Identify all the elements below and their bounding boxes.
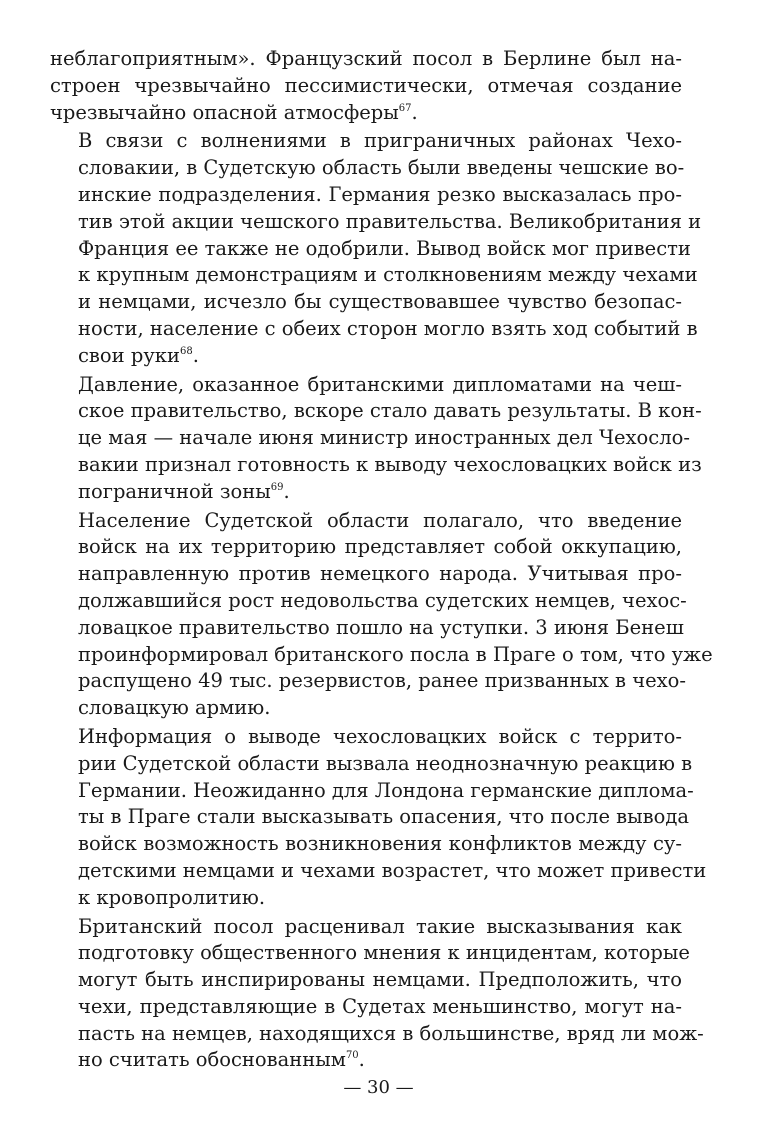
line-text: Население Судетской области полагало, что введение [78, 508, 682, 532]
line-text: Франция ее также не одобрили. Вывод войск мог привести [78, 236, 691, 260]
line-text: Информация о выводе чехословацких войск с террито- [78, 724, 682, 748]
line-text: ты в Праге стали высказывать опасения, что после вывода [78, 805, 690, 829]
text-line [50, 425, 690, 452]
text-line [50, 73, 682, 100]
text-line [50, 209, 702, 236]
line-text: должавшийся рост недовольства судетских немцев, чехос- [78, 588, 687, 612]
page-number: — 30 — [343, 1077, 414, 1098]
line-text: чехи, представляющие в Судетах меньшинство, могут на- [78, 994, 682, 1018]
line-text: тив этой акции чешского правительства. Великобритания и [78, 209, 702, 233]
book-page-text [50, 46, 713, 1076]
line-punctuation: . [358, 1048, 365, 1072]
paragraph [50, 372, 702, 506]
line-text: вакии признал готовность к выводу чехословацких войск из [78, 452, 702, 476]
line-text: ности, население с обеих сторон могло взять ход событий в [78, 316, 698, 340]
text-line [50, 372, 682, 399]
text-line [50, 289, 682, 316]
text-line [50, 128, 682, 155]
line-text: к крупным демонстрациям и столкновениям между чехами [78, 263, 698, 287]
text-line [50, 967, 682, 994]
text-line [50, 343, 682, 370]
line-text: к кровопролитию. [78, 885, 266, 909]
line-text: детскими немцами и чехами возрастет, что может привести [78, 858, 707, 882]
text-line [50, 479, 682, 506]
text-line [50, 668, 686, 695]
text-line [50, 858, 707, 885]
line-text: пасть на немцев, находящихся в большинстве, вряд ли мож- [78, 1021, 704, 1045]
text-line [50, 778, 694, 805]
line-text: рии Судетской области вызвала неоднозначную реакцию в [78, 751, 693, 775]
paragraph [50, 724, 707, 912]
line-text: войск на их территорию представляет собой оккупацию, [78, 535, 682, 559]
text-line [50, 751, 693, 778]
footnote-ref: 67 [398, 102, 412, 114]
footnote-ref: 68 [179, 345, 193, 357]
text-line [50, 100, 682, 127]
paragraph [50, 46, 682, 126]
line-text: чрезвычайно опасной атмосферы [50, 100, 399, 124]
text-line [50, 508, 682, 535]
text-line [50, 994, 682, 1021]
paragraph [50, 914, 704, 1075]
paragraph [50, 508, 713, 722]
text-line [50, 831, 682, 858]
text-line [50, 615, 682, 642]
line-text: подготовку общественного мнения к инцидентам, которые [78, 941, 690, 965]
footnote-ref: 69 [270, 481, 284, 493]
line-text: войск возможность возникновения конфликтов между су- [78, 832, 682, 856]
text-line [50, 724, 682, 751]
line-text: направленную против немецкого народа. Учитывая про- [78, 562, 682, 586]
line-text: но считать обоснованным [78, 1048, 346, 1072]
text-line [50, 452, 702, 479]
line-text: неблагоприятным». Французский посол в Берлине был на- [50, 47, 682, 70]
text-line [50, 316, 698, 343]
line-text: Британский посол расценивал такие высказывания как [78, 914, 682, 938]
line-text: могут быть инспирированы немцами. Предположить, что [78, 968, 682, 992]
line-text: проинформировал британского посла в Праге о том, что уже [78, 642, 713, 666]
line-text: распущено 49 тыс. резервистов, ранее призванных в чехо- [78, 669, 686, 693]
line-text: пограничной зоны [78, 479, 271, 503]
text-line [50, 182, 682, 209]
line-text: В связи с волнениями в приграничных районах Чехо- [78, 129, 682, 153]
line-text: Германии. Неожиданно для Лондона германские диплома- [78, 778, 694, 802]
line-text: инские подразделения. Германия резко высказалась про- [78, 182, 682, 206]
text-line [50, 885, 682, 912]
text-line [50, 534, 682, 561]
line-punctuation: . [192, 343, 199, 367]
text-line [50, 940, 690, 967]
line-text: и немцами, исчезло бы существовавшее чувство безопас- [78, 290, 682, 314]
line-text: ловацкое правительство пошло на уступки. 3 июня Бенеш [78, 615, 684, 639]
text-line [50, 46, 682, 73]
text-line [50, 262, 698, 289]
text-line [50, 695, 682, 722]
paragraph [50, 128, 702, 369]
line-text: Давление, оказанное британскими дипломатами на чеш- [78, 372, 682, 396]
text-line [50, 588, 687, 615]
line-punctuation: . [411, 100, 418, 124]
text-line [50, 398, 702, 425]
line-text: це мая — начале июня министр иностранных дел Чехосло- [78, 426, 690, 450]
text-line [50, 1047, 682, 1074]
line-text: ское правительство, вскоре стало давать результаты. В кон- [78, 399, 702, 423]
text-line [50, 561, 682, 588]
line-text: словакии, в Судетскую область были введены чешские во- [78, 156, 685, 180]
text-line [50, 914, 682, 941]
footnote-ref: 70 [345, 1050, 359, 1062]
line-text: строен чрезвычайно пессимистически, отмечая создание [50, 73, 682, 97]
text-line [50, 1021, 704, 1048]
text-line [50, 155, 685, 182]
text-line [50, 642, 713, 669]
line-punctuation: . [283, 479, 290, 503]
text-line [50, 236, 691, 263]
line-text: свои руки [78, 343, 180, 367]
text-line [50, 804, 690, 831]
line-text: словацкую армию. [78, 696, 271, 720]
